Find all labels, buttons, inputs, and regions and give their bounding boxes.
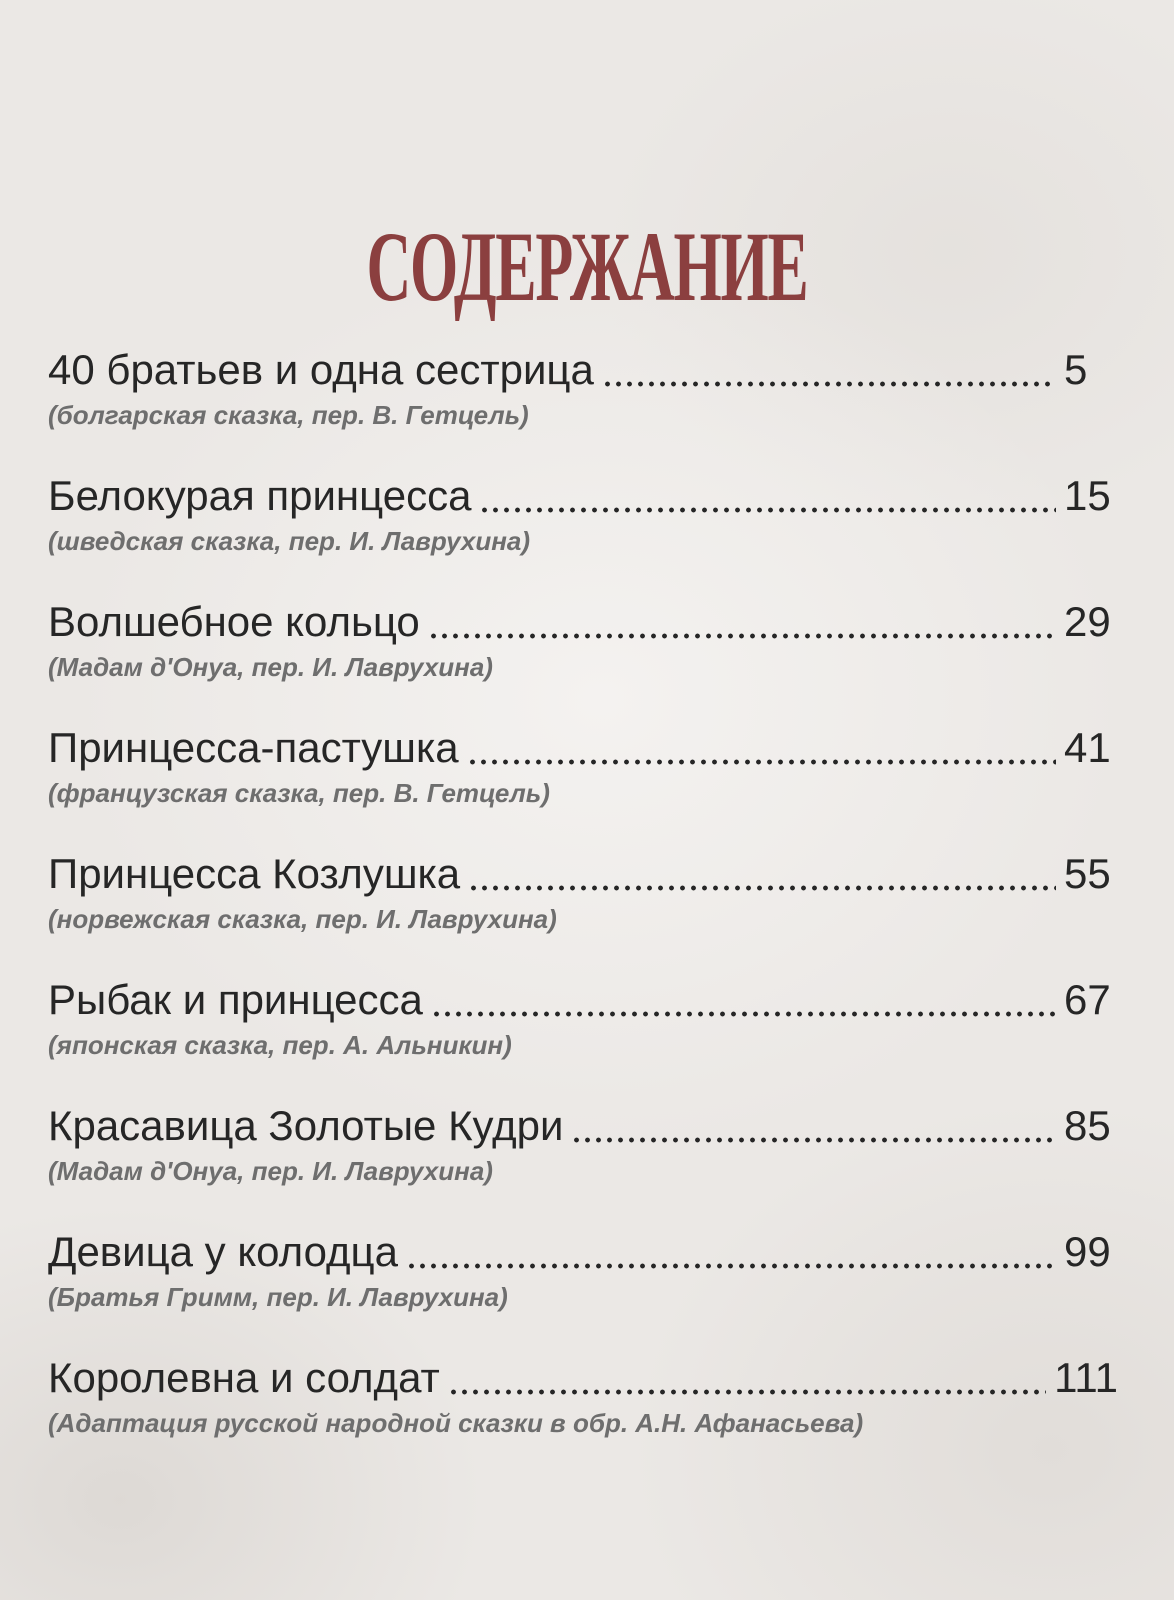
- toc-entry-note: (японская сказка, пер. А. Альникин): [48, 1030, 512, 1060]
- toc-entry-line: [48, 342, 1118, 398]
- toc-entry-line: [48, 1224, 1118, 1280]
- toc-entry-page-number: 5: [1064, 346, 1088, 393]
- toc-entry[interactable]: [48, 594, 1118, 720]
- toc-entry-line: [48, 1098, 1118, 1154]
- toc-entry-note: (французская сказка, пер. В. Гетцель): [48, 778, 550, 808]
- dot-leader: [571, 1136, 1056, 1144]
- toc-entry-line: [48, 1350, 1118, 1406]
- toc-entry-page-number: 67: [1064, 976, 1111, 1023]
- toc-entry-line: [48, 972, 1118, 1028]
- toc-entry-line: [48, 846, 1118, 902]
- toc-entry-page-number: 111: [1054, 1354, 1118, 1401]
- toc-entry-line: [48, 468, 1118, 524]
- toc-entry-line: [48, 594, 1118, 650]
- toc-entry[interactable]: [48, 342, 1118, 468]
- toc-entry-note: (болгарская сказка, пер. В. Гетцель): [48, 400, 529, 430]
- toc-entry-title: Королевна и солдат: [48, 1354, 440, 1401]
- toc-entry-page-number: 85: [1064, 1102, 1111, 1149]
- toc-entry-title: Принцесса Козлушка: [48, 850, 461, 897]
- dot-leader: [406, 1262, 1056, 1270]
- toc-entry[interactable]: [48, 468, 1118, 594]
- toc-entry[interactable]: [48, 1224, 1118, 1350]
- toc-entry-note: (Братья Гримм, пер. И. Лаврухина): [48, 1282, 508, 1312]
- toc-entry-note: (Адаптация русской народной сказки в обр. А.Н. Афанасьева): [48, 1408, 864, 1438]
- toc-entry-note: (шведская сказка, пер. И. Лаврухина): [48, 526, 531, 556]
- toc-entry[interactable]: [48, 846, 1118, 972]
- toc-entry[interactable]: [48, 972, 1118, 1098]
- dot-leader: [431, 1010, 1056, 1018]
- dot-leader: [468, 884, 1056, 892]
- dot-leader: [428, 632, 1056, 640]
- toc-entry-page-number: 99: [1064, 1228, 1111, 1275]
- toc-entry[interactable]: [48, 720, 1118, 846]
- toc-entry[interactable]: [48, 1098, 1118, 1224]
- toc-entry-title: Принцесса-пастушка: [48, 724, 459, 771]
- toc-entry-title: 40 братьев и одна сестрица: [48, 346, 594, 393]
- toc-entry-title: Красавица Золотые Кудри: [48, 1102, 564, 1149]
- toc-entry-page-number: 29: [1064, 598, 1111, 645]
- toc-entry-note: (норвежская сказка, пер. И. Лаврухина): [48, 904, 557, 934]
- toc-entry-title: Девица у колодца: [48, 1228, 398, 1275]
- toc-entry-note: (Мадам д'Онуа, пер. И. Лаврухина): [48, 1156, 493, 1186]
- toc-entry-line: [48, 720, 1118, 776]
- toc-entry-title: Белокурая принцесса: [48, 472, 472, 519]
- dot-leader: [479, 506, 1056, 514]
- toc-entry-title: Волшебное кольцо: [48, 598, 420, 645]
- toc-entry-note: (Мадам д'Онуа, пер. И. Лаврухина): [48, 652, 493, 682]
- page-title: СОДЕРЖАНИЕ: [366, 211, 808, 322]
- dot-leader: [602, 380, 1056, 388]
- table-of-contents: [48, 342, 1118, 1476]
- toc-entry-page-number: 41: [1064, 724, 1111, 771]
- dot-leader: [448, 1388, 1046, 1396]
- toc-entry[interactable]: [48, 1350, 1118, 1476]
- toc-entry-title: Рыбак и принцесса: [48, 976, 423, 1023]
- toc-entry-page-number: 15: [1064, 472, 1111, 519]
- dot-leader: [467, 758, 1056, 766]
- toc-entry-page-number: 55: [1064, 850, 1111, 897]
